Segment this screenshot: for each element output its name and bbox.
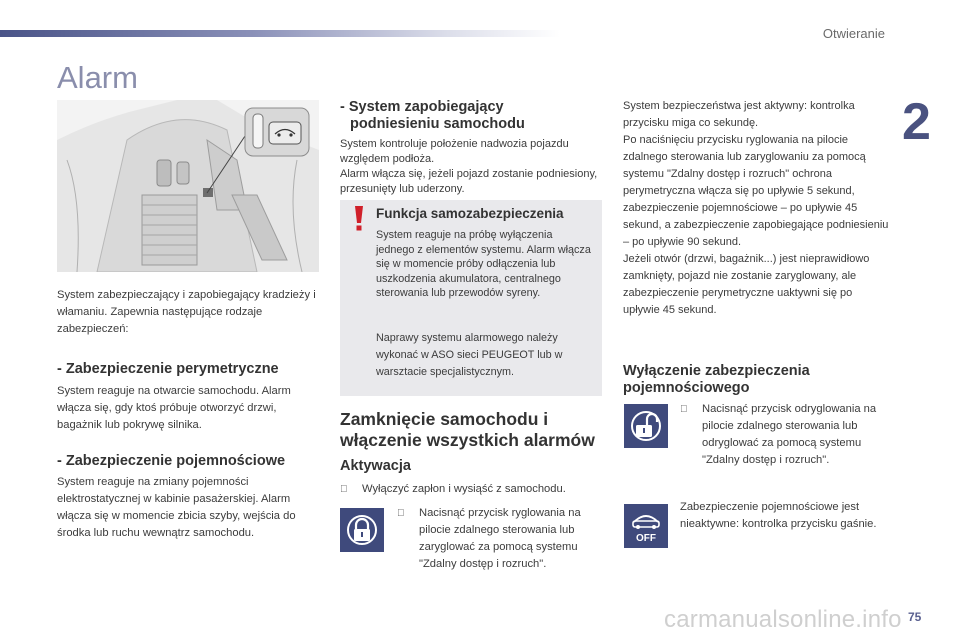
watermark: carmanualsonline.info (664, 606, 902, 633)
chapter-number: 2 (902, 93, 931, 151)
volumetric-heading-text: Zabezpieczenie pojemnościowe (65, 453, 286, 469)
activation-step-2-text: Nacisnąć przycisk ryglowania na pilocie zdalnego sterowania lub zaryglować za pomocą systemu "Zdalny dostęp i rozruch". (419, 507, 581, 570)
anti-lift-text (340, 137, 602, 197)
deactivation-note: Zabezpieczenie pojemnościowe jest nieaktywne: kontrolka przycisku gaśnie. (680, 501, 877, 530)
activation-step-2 (397, 505, 602, 573)
self-protection-heading: Funkcja samozabezpieczenia (376, 206, 564, 221)
anti-lift-text-line1: System kontroluje położenie nadwozia pojazdu względem podłoża. (340, 138, 569, 165)
activation-heading: Aktywacja (340, 458, 411, 474)
section-label: Otwieranie (822, 26, 885, 41)
locking-heading-line2: włączenie wszystkich alarmów (340, 430, 595, 450)
locking-heading (340, 409, 630, 451)
self-protection-note: Naprawy systemu alarmowego należy wykonać w ASO sieci PEUGEOT lub w warsztacie specjalistycznym. (376, 332, 563, 378)
perimeter-text: System reaguje na otwarcie samochodu. Alarm włącza się, gdy ktoś próbuje otworzyć drzwi, bagażnik lub pokrywę silnika. (57, 385, 291, 431)
right-column-line3: Jeżeli otwór (drzwi, bagażnik...) jest nieprawidłowo zamknięty, pojazd nie zostanie zaryglowany, ale zabezpieczenie perymetryczne uaktywni się po upływie 45 sekund. (623, 253, 870, 316)
page-title: Alarm (57, 60, 138, 95)
locking-heading-line1: Zamknięcie samochodu i (340, 409, 549, 429)
console-photo (57, 100, 319, 272)
self-protection-box (340, 200, 602, 396)
anti-lift-heading (340, 99, 610, 133)
perimeter-heading-text: Zabezpieczenie perymetryczne (65, 361, 279, 377)
warning-icon (352, 206, 366, 237)
anti-lift-heading-line1-text: System zapobiegający (348, 99, 504, 115)
anti-lift-text-line2: Alarm włącza się, jeżeli pojazd zostanie podniesiony, przesunięty lub uderzony. (340, 168, 598, 195)
heading-dash: - (57, 453, 66, 469)
page-number: 75 (908, 610, 922, 624)
off-label: OFF (636, 533, 656, 544)
self-protection-text: System reaguje na próbę wyłączenia jednego z elementów systemu. Alarm włącza się w momencie próby odłączenia lub uszkodzenia akumulatora, centralnego sterowania lub przewodów syreny. (376, 229, 591, 299)
intro-text: System zabezpieczający i zapobiegający kradzieży i włamaniu. Zapewnia następujące rodzaje zabezpieczeń: (57, 289, 316, 335)
activation-step-1 (340, 481, 602, 498)
perimeter-heading (57, 361, 327, 378)
bullet-icon (397, 505, 405, 522)
volumetric-text: System reaguje na zmiany pojemności elektrostatycznej w kabinie pasażerskiej. Alarm włącza się w momencie zbicia szyby, wejścia do środka lub ruchu wewnątrz samochodu. (57, 476, 296, 539)
heading-dash: - (340, 99, 349, 115)
anti-lift-heading-line2: podniesieniu samochodu (350, 116, 525, 132)
header-bar (0, 30, 560, 37)
right-column-line2: Po naciśnięciu przycisku ryglowania na pilocie zdalnego sterowania lub zaryglowaniu za pomocą systemu "Zdalny dostęp i rozruch" ochrona perymetryczna włącza się po upływie 5 sekund, zabezpieczenie pojemnościowe – po upływie 45 sekund, a zabezpieczenie zapobiegające podniesieniu – po upływie 90 sekund. (623, 134, 889, 248)
off-button-icon (624, 504, 668, 548)
anti-lift-heading-line1 (340, 99, 610, 116)
deactivation-heading-line2: pojemnościowego (623, 380, 750, 396)
deactivation-step (680, 401, 890, 469)
right-column-text (623, 98, 891, 319)
activation-step-1-text: Wyłączyć zapłon i wysiąść z samochodu. (362, 483, 566, 495)
volumetric-heading (57, 453, 327, 470)
lock-icon (340, 508, 384, 552)
deactivation-heading-line1: Wyłączenie zabezpieczenia (623, 363, 810, 379)
bullet-icon (680, 401, 688, 418)
unlock-icon (624, 404, 668, 448)
bullet-icon (340, 481, 348, 498)
deactivation-heading (623, 363, 903, 397)
deactivation-step-text: Nacisnąć przycisk odryglowania na pilocie zdalnego sterowania lub odryglować za pomocą systemu "Zdalny dostęp i rozruch". (702, 403, 877, 466)
heading-dash: - (57, 361, 66, 377)
right-column-line1: System bezpieczeństwa jest aktywny: kontrolka przycisku miga co sekundę. (623, 100, 855, 129)
